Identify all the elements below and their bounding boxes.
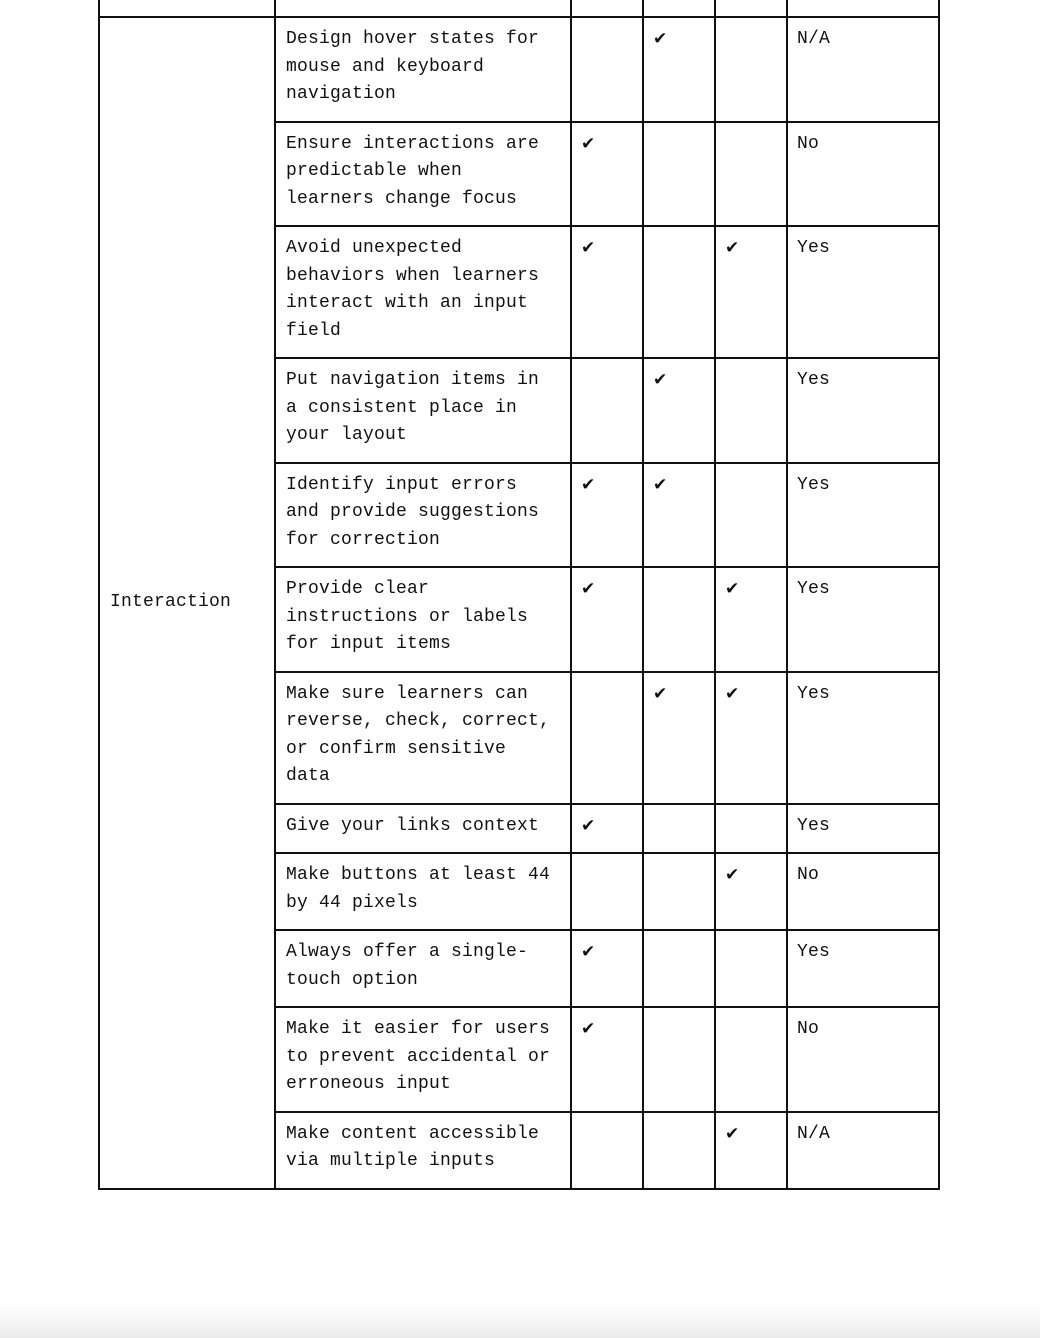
guideline-cell bbox=[275, 358, 571, 463]
guideline-cell bbox=[275, 1007, 571, 1112]
status-cell bbox=[787, 853, 939, 930]
check-cell-3 bbox=[715, 804, 787, 854]
check-cell-2 bbox=[643, 358, 715, 463]
check-cell-2 bbox=[643, 122, 715, 227]
status-cell bbox=[787, 672, 939, 804]
check-cell-3 bbox=[715, 358, 787, 463]
check-cell-3 bbox=[715, 226, 787, 358]
stub-cell bbox=[643, 0, 715, 17]
checkmark: ✔ bbox=[653, 683, 668, 704]
checkmark: ✔ bbox=[653, 29, 668, 49]
guideline-text: Always offer a single-touch option bbox=[286, 942, 529, 990]
checkmark: ✔ bbox=[581, 133, 596, 154]
guideline-cell bbox=[275, 930, 571, 1007]
guideline-cell bbox=[275, 463, 571, 568]
status-value: No bbox=[797, 865, 820, 885]
status-cell bbox=[787, 122, 939, 227]
checkmark: ✔ bbox=[581, 815, 596, 836]
check-cell-3 bbox=[715, 853, 787, 930]
status-value: Yes bbox=[797, 579, 831, 599]
check-cell-2 bbox=[643, 17, 715, 122]
guideline-text: Put navigation items in a consistent place in your layout bbox=[286, 370, 540, 445]
stub-cell bbox=[275, 0, 571, 17]
check-cell-3 bbox=[715, 1007, 787, 1112]
checkmark: ✔ bbox=[725, 865, 740, 885]
guideline-text: Make buttons at least 44 by 44 pixels bbox=[286, 865, 551, 913]
status-cell bbox=[787, 358, 939, 463]
stub-cell bbox=[715, 0, 787, 17]
checkmark: ✔ bbox=[725, 683, 740, 704]
accessibility-checklist-table bbox=[98, 0, 940, 1190]
category-label: Interaction bbox=[110, 592, 232, 612]
check-cell-1 bbox=[571, 226, 643, 358]
status-value: No bbox=[797, 1019, 820, 1039]
guideline-cell bbox=[275, 1112, 571, 1189]
check-cell-1 bbox=[571, 463, 643, 568]
guideline-text: Make sure learners can reverse, check, correct, or confirm sensitive data bbox=[286, 683, 551, 786]
status-cell bbox=[787, 567, 939, 672]
checkmark: ✔ bbox=[581, 942, 596, 962]
checkmark: ✔ bbox=[725, 238, 740, 258]
check-cell-2 bbox=[643, 1007, 715, 1112]
check-cell-3 bbox=[715, 672, 787, 804]
stub-cell bbox=[787, 0, 939, 17]
guideline-text: Give your links context bbox=[286, 815, 540, 836]
check-cell-2 bbox=[643, 853, 715, 930]
status-cell bbox=[787, 930, 939, 1007]
check-cell-2 bbox=[643, 930, 715, 1007]
guideline-text: Avoid unexpected behaviors when learners interact with an input field bbox=[286, 238, 540, 341]
status-value: No bbox=[797, 133, 820, 154]
check-cell-2 bbox=[643, 804, 715, 854]
previous-row-stub bbox=[99, 0, 939, 17]
checkmark: ✔ bbox=[725, 1123, 740, 1144]
check-cell-1 bbox=[571, 853, 643, 930]
check-cell-1 bbox=[571, 567, 643, 672]
status-cell bbox=[787, 463, 939, 568]
guideline-text: Design hover states for mouse and keyboard navigation bbox=[286, 29, 540, 104]
page-bottom-edge bbox=[0, 1305, 1040, 1338]
check-cell-2 bbox=[643, 226, 715, 358]
status-cell bbox=[787, 226, 939, 358]
check-cell-3 bbox=[715, 930, 787, 1007]
stub-cell bbox=[99, 0, 275, 17]
guideline-cell bbox=[275, 226, 571, 358]
status-value: Yes bbox=[797, 942, 831, 962]
guideline-text: Provide clear instructions or labels for input items bbox=[286, 579, 529, 654]
check-cell-1 bbox=[571, 358, 643, 463]
status-value: Yes bbox=[797, 474, 831, 495]
status-cell bbox=[787, 1007, 939, 1112]
check-cell-2 bbox=[643, 463, 715, 568]
guideline-cell bbox=[275, 672, 571, 804]
status-value: Yes bbox=[797, 815, 831, 836]
check-cell-3 bbox=[715, 122, 787, 227]
check-cell-1 bbox=[571, 17, 643, 122]
status-value: N/A bbox=[797, 1123, 831, 1144]
status-cell bbox=[787, 17, 939, 122]
status-value: Yes bbox=[797, 238, 831, 258]
checkmark: ✔ bbox=[725, 579, 740, 599]
checkmark: ✔ bbox=[581, 238, 596, 258]
check-cell-1 bbox=[571, 672, 643, 804]
stub-cell bbox=[571, 0, 643, 17]
status-value: N/A bbox=[797, 29, 831, 49]
status-cell bbox=[787, 1112, 939, 1189]
status-cell bbox=[787, 804, 939, 854]
checkmark: ✔ bbox=[581, 1019, 596, 1039]
guideline-text: Make it easier for users to prevent accidental or erroneous input bbox=[286, 1019, 551, 1094]
check-cell-1 bbox=[571, 1007, 643, 1112]
checkmark: ✔ bbox=[653, 474, 668, 495]
check-cell-2 bbox=[643, 672, 715, 804]
check-cell-2 bbox=[643, 567, 715, 672]
checkmark: ✔ bbox=[653, 370, 668, 390]
guideline-text: Ensure interactions are predictable when learners change focus bbox=[286, 133, 540, 209]
status-value: Yes bbox=[797, 683, 831, 704]
category-cell bbox=[99, 17, 275, 1189]
check-cell-1 bbox=[571, 930, 643, 1007]
status-value: Yes bbox=[797, 370, 831, 390]
guideline-cell bbox=[275, 17, 571, 122]
check-cell-3 bbox=[715, 17, 787, 122]
guideline-cell bbox=[275, 804, 571, 854]
check-cell-3 bbox=[715, 463, 787, 568]
check-cell-1 bbox=[571, 122, 643, 227]
check-cell-3 bbox=[715, 1112, 787, 1189]
table-row bbox=[99, 17, 939, 122]
checkmark: ✔ bbox=[581, 579, 596, 599]
checkmark: ✔ bbox=[581, 474, 596, 495]
guideline-text: Make content accessible via multiple inputs bbox=[286, 1123, 540, 1171]
check-cell-2 bbox=[643, 1112, 715, 1189]
guideline-cell bbox=[275, 567, 571, 672]
check-cell-1 bbox=[571, 804, 643, 854]
check-cell-3 bbox=[715, 567, 787, 672]
guideline-cell bbox=[275, 122, 571, 227]
check-cell-1 bbox=[571, 1112, 643, 1189]
guideline-text: Identify input errors and provide suggestions for correction bbox=[286, 474, 540, 550]
guideline-cell bbox=[275, 853, 571, 930]
